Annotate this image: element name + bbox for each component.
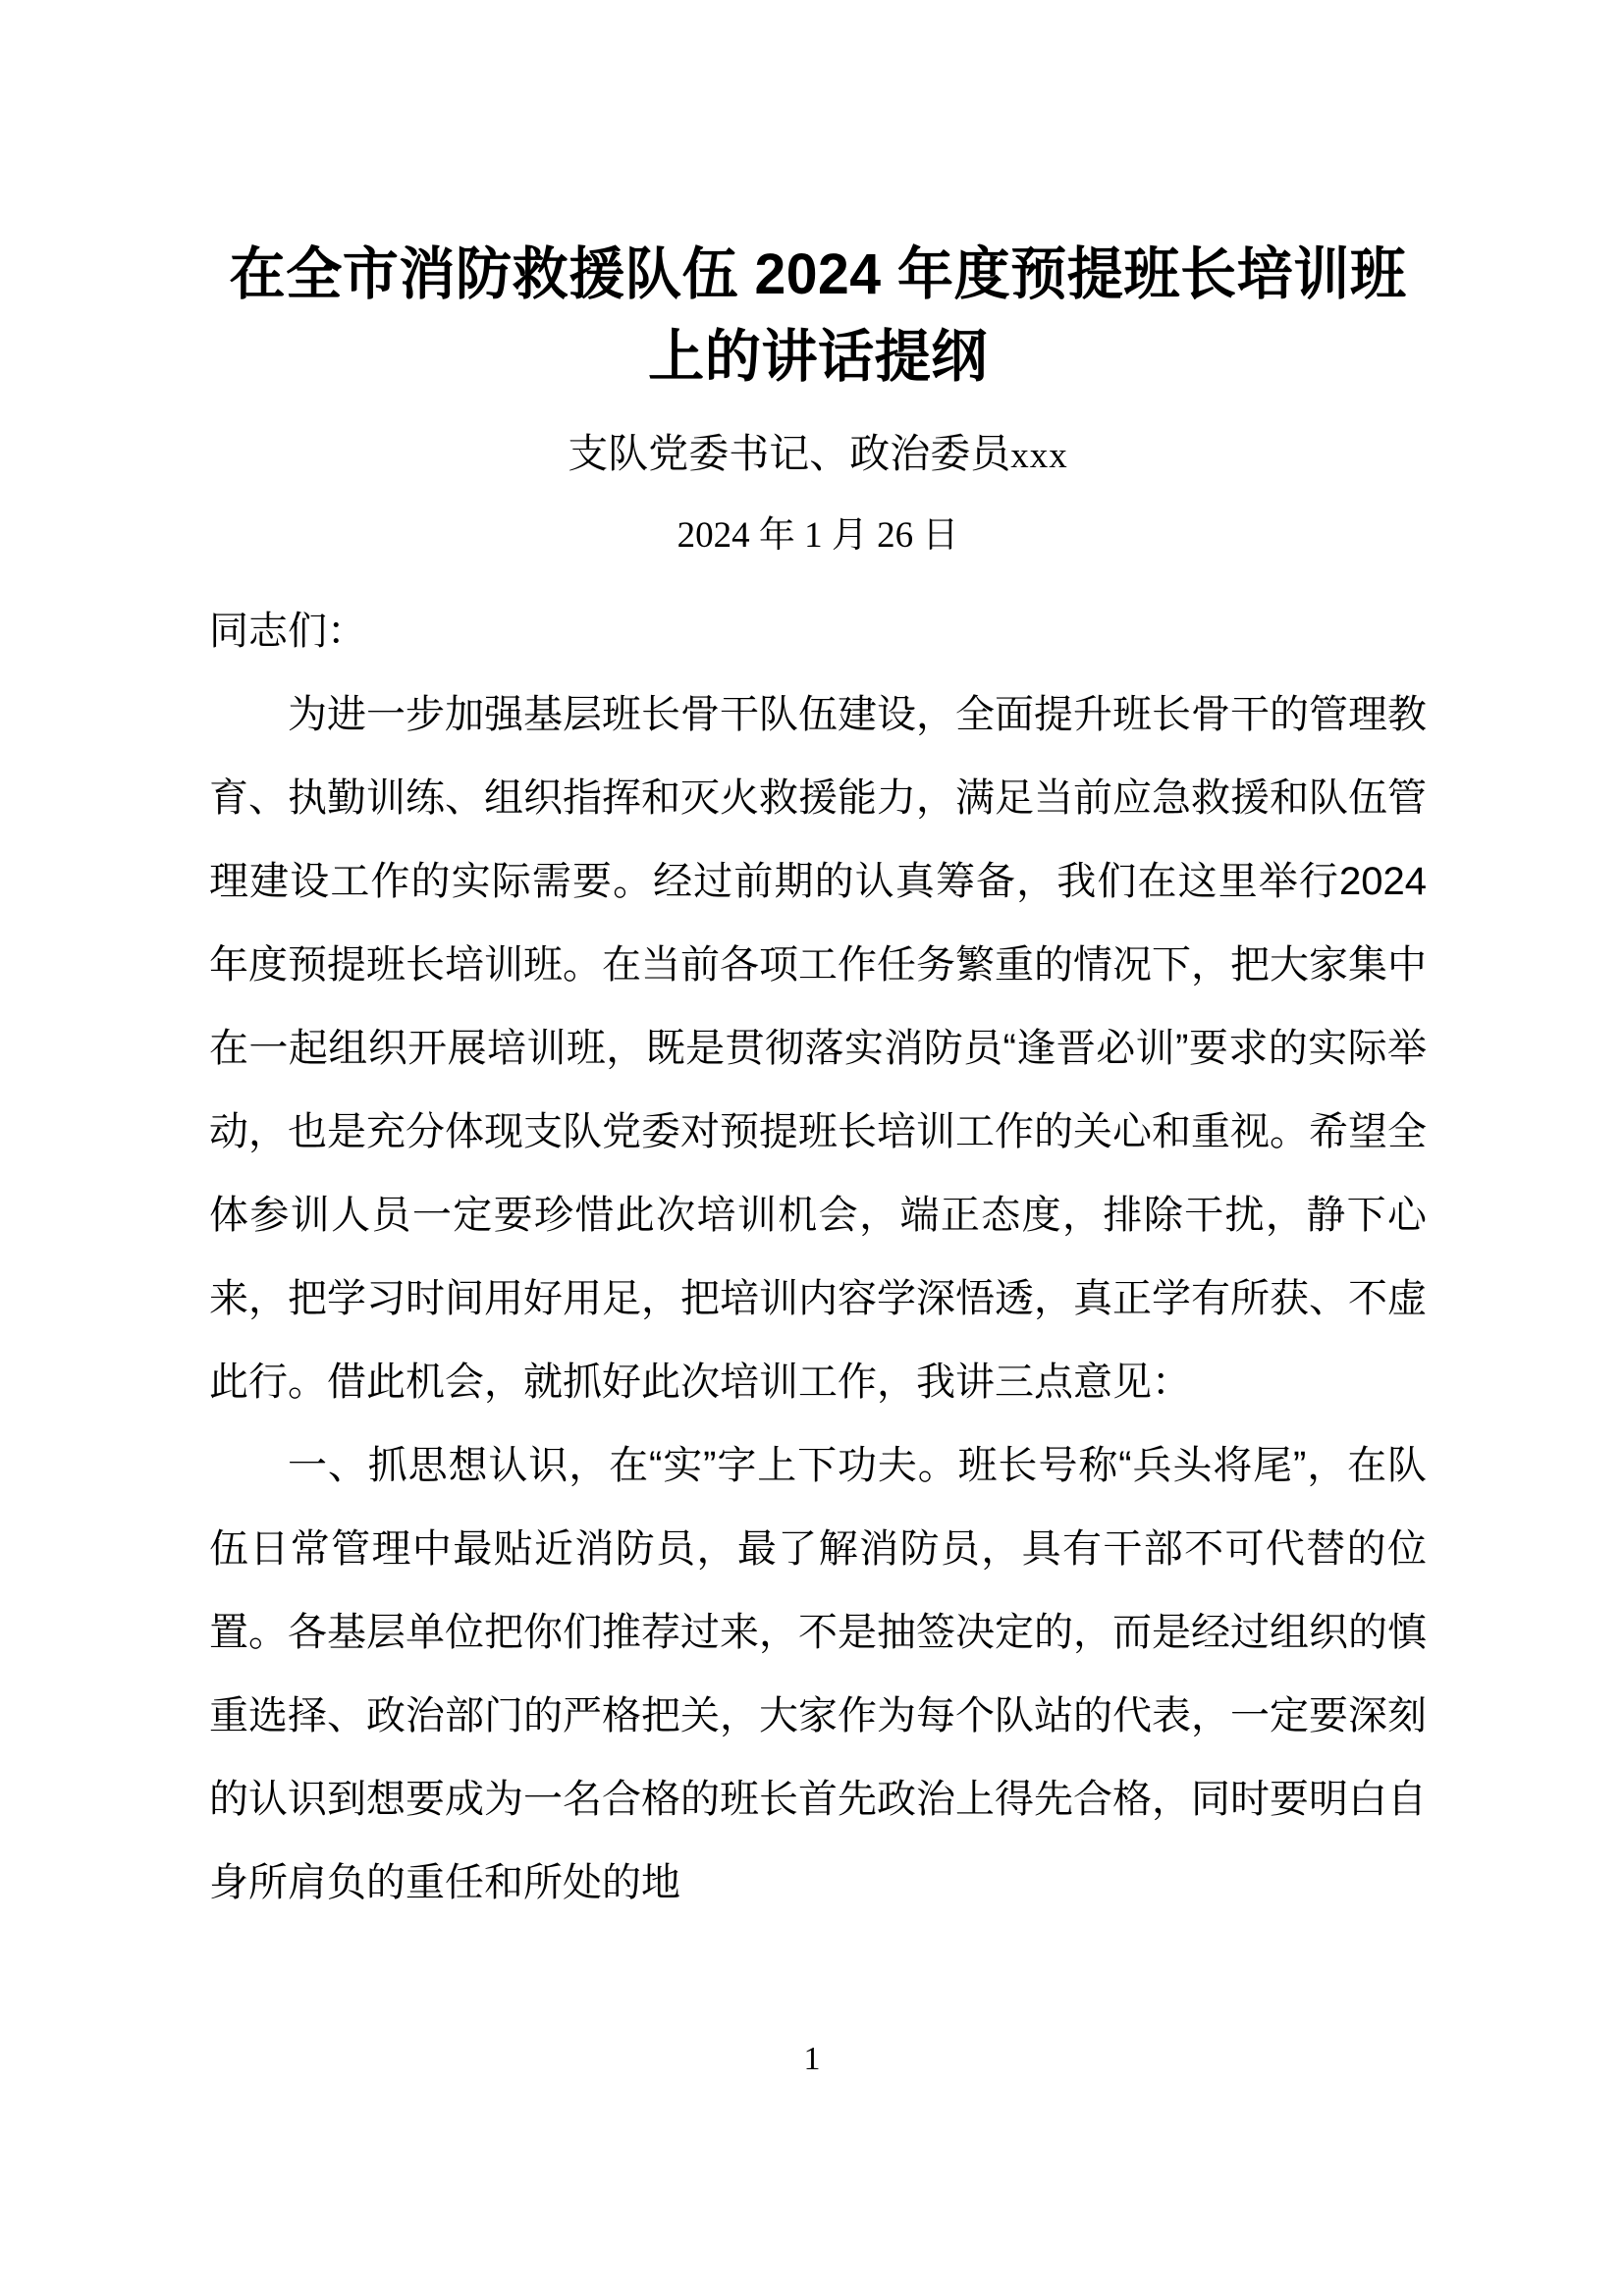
author-line [209,399,1427,486]
body-paragraph-2: 一、抓思想认识，在“实”字上下功夫。班长号称“兵头将尾”，在队伍日常管理中最贴近消防员，最了解消防员，具有干部不可代替的位置。各基层单位把你们推荐过来，不是抽签决定的，而是经过组织的慎重选择、政治部门的严格把关，大家作为每个队站的代表，一定要深刻的认识到想要成为一名合格的班长首先政治上得先合格，同时要明白自身所肩负的重任和所处的地 [209,1444,1427,1904]
salutation: 同志们： [209,610,366,653]
document-date: 2024 年 1 月 26 日 [677,515,959,556]
author-name: xxx [1010,436,1068,476]
document-body [209,564,1427,1925]
page-number: 1 [803,2041,821,2077]
body-paragraph-1: 为进一步加强基层班长骨干队伍建设，全面提升班长骨干的管理教育、执勤训练、组织指挥和灭火救援能力，满足当前应急救援和队伍管理建设工作的实际需要。经过前期的认真筹备，我们在这里举行2024年度预提班长培训班。在当前各项工作任务繁重的情况下，把大家集中在一起组织开展培训班，既是贯彻落实消防员“逢晋必训”要求的实际举动，也是充分体现支队党委对预提班长培训工作的关心和重视。希望全体参训人员一定要珍惜此次培训机会，端正态度，排除干扰，静下心来，把学习时间用好用足，把培训内容学深悟透，真正学有所获、不虚此行。借此机会，就抓好此次培训工作，我讲三点意见： [209,693,1427,1404]
page-title: 在全市消防救援队伍 2024 年度预提班长培训班上的讲话提纲 [229,242,1407,389]
document-content [209,0,1427,1925]
author-role: 支队党委书记、政治委员 [568,431,1011,476]
